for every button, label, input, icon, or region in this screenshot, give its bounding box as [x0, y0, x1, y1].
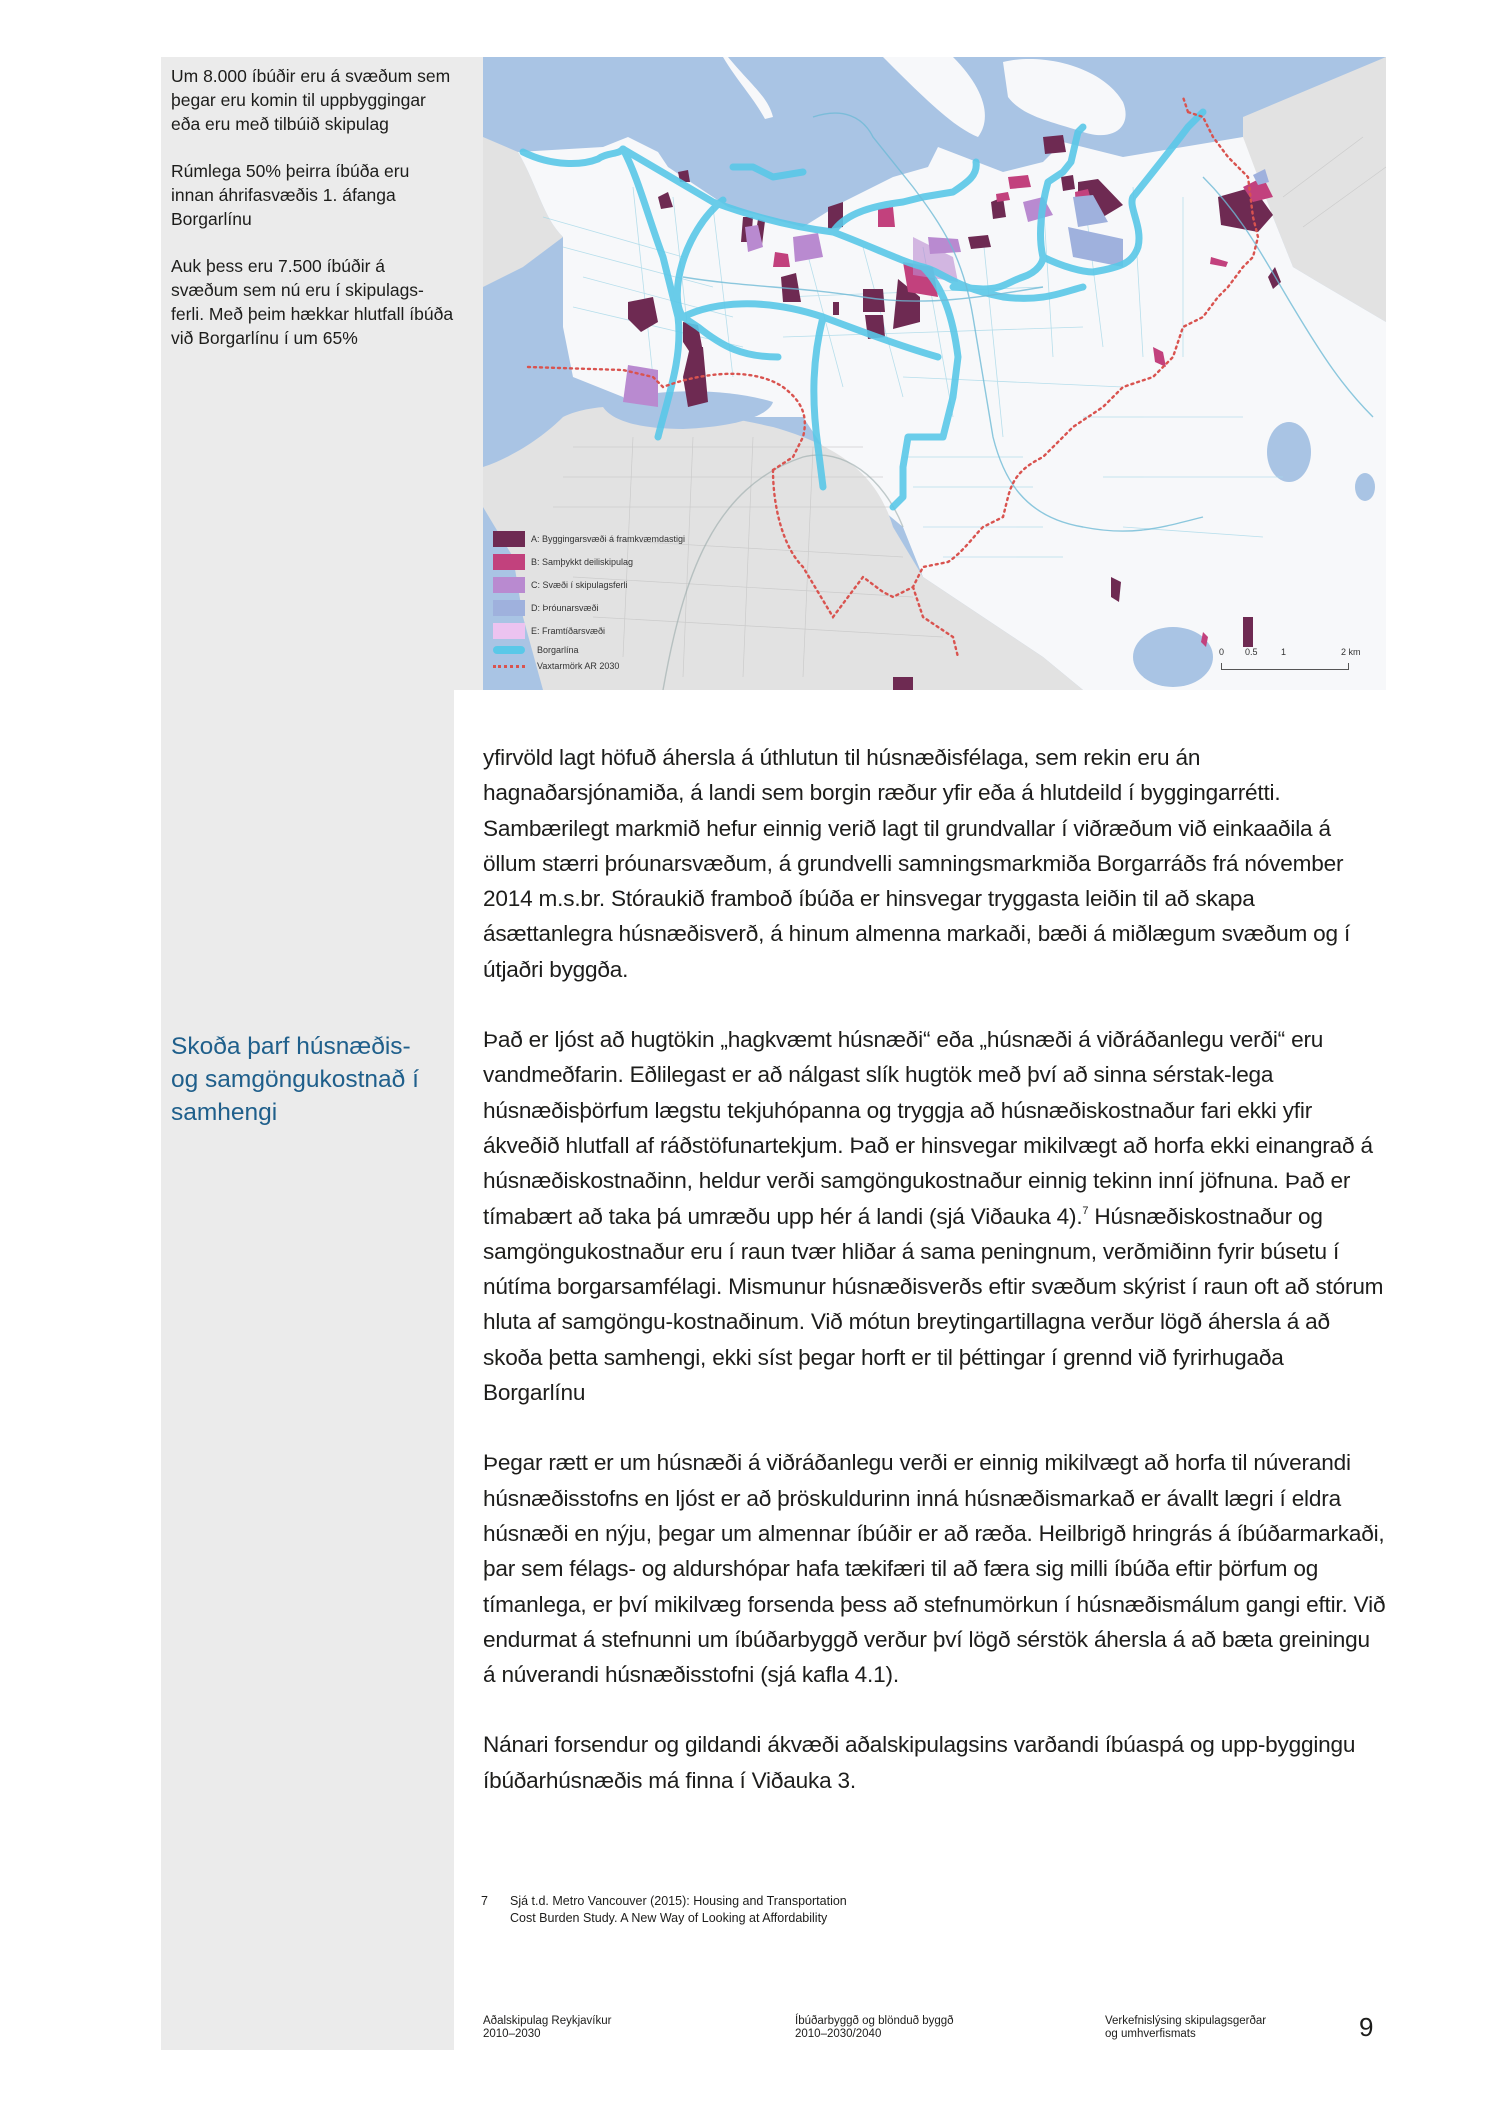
map-legend — [493, 527, 685, 674]
footnote-number: 7 — [481, 1894, 488, 1908]
footnote-reference[interactable]: 7 — [1082, 1204, 1089, 1217]
footnote-line: Cost Burden Study. A New Way of Looking at Affordability — [510, 1911, 828, 1925]
legend-label: A: Byggingarsvæði á framkvæmdastigi — [531, 533, 686, 544]
legend-swatch — [493, 531, 525, 547]
paragraph-text: Það er ljóst að hugtökin „hagkvæmt húsnæði“ eða „húsnæði á viðráðanlegu verði“ eru vandmeðfarin. Eðlilegast er að nálgast slík hugtök með því að sinna sérstak-lega húsnæðisþörfum lægstu tekjuhópanna og tryggja að húsnæðiskostnaður fari ekki yfir ákveðið hlutfall af ráðstöfunartekjum. Það er hinsvegar mikilvægt að horfa ekki einangrað á húsnæðiskostnaðinn, heldur verði samgöngukostnaður einnig tekinn inní jöfnuna. Það er tímabært að taka þá umræðu upp hér á landi (sjá Viðauka 4). — [483, 1027, 1373, 1229]
footnote — [481, 1893, 1001, 1927]
legend-item-c — [493, 573, 685, 596]
legend-swatch — [493, 577, 525, 593]
page-footer — [483, 2012, 1388, 2055]
scale-label: 0.5 — [1245, 647, 1258, 657]
page-number: 9 — [1359, 2012, 1374, 2042]
legend-label: Vaxtarmörk AR 2030 — [537, 661, 620, 671]
paragraph-text: Húsnæðiskostnaður og samgöngukostnaður eru í raun tvær hliðar á sama peningnum, verðmiðinn fyrir búsetu í nútíma borgarsamfélagi. Mismunur húsnæðisverðs eftir svæðum skýrist í raun oft að stórum hluta af samgöngu-kostnaðinum. Við mótun breytingartillagna verður lögð áhersla á að skoða þetta samhengi, ekki síst þegar horft er til þéttingar í grennd við fyrirhugaða Borgarlínu — [483, 1203, 1384, 1406]
sidebar-heading: Skoða þarf húsnæðis- og samgöngukostnað í samhengi — [171, 1033, 419, 1126]
footer-line: Verkefnislýsing skipulagsgerðar — [1105, 2015, 1267, 2027]
legend-label: E: Framtíðarsvæði — [531, 625, 606, 636]
legend-label: B: Samþykkt deiliskipulag — [531, 556, 634, 567]
borgarlina-line-icon — [493, 646, 525, 654]
scale-label: 2 km — [1341, 647, 1361, 657]
paragraph — [483, 1022, 1388, 1410]
paragraph: Þegar rætt er um húsnæði á viðráðanlegu verði er einnig mikilvægt að horfa til núverandi húsnæðisstofns en ljóst er að þröskuldurinn inná húsnæðismarkað er ávallt lægri í eldra húsnæði en nýju, þegar um almennar íbúðir er að ræða. Heilbrigð hringrás á íbúðarmarkaði, þar sem félags- og aldurshópar hafa tækifæri til að færa sig milli íbúða eftir þörfum og tímanlega, er því mikilvæg forsenda þess að stefnumörkun í húsnæðismálum gangi eftir. Við endurmat á stefnunni um íbúðarbyggð verður því lögð sérstök áhersla á að bæta greiningu á núverandi húsnæðisstofni (sjá kafla 4.1). — [483, 1450, 1386, 1688]
footer-subtitle — [1105, 2015, 1266, 2041]
map-figure — [483, 57, 1386, 690]
footer-line: og umhverfismats — [1105, 2028, 1196, 2040]
legend-swatch — [493, 600, 525, 616]
legend-label: D: Þróunarsvæði — [531, 602, 599, 613]
map-scale-bar — [1219, 647, 1379, 677]
footer-document-title — [483, 2015, 611, 2041]
legend-item-e — [493, 619, 685, 642]
boundary-dash-icon — [493, 665, 525, 668]
footer-line: Aðalskipulag Reykjavíkur — [483, 2015, 612, 2027]
footnote-line: Sjá t.d. Metro Vancouver (2015): Housing and Transportation — [510, 1894, 847, 1908]
footer-line: 2010–2030/2040 — [795, 2028, 882, 2040]
sidebar-note: Auk þess eru 7.500 íbúðir á svæðum sem nú eru í skipulags-ferli. Með þeim hækkar hlutfall íbúða við Borgarlínu í um 65% — [171, 256, 454, 348]
paragraph: Nánari forsendur og gildandi ákvæði aðalskipulagsins varðandi íbúaspá og upp-byggingu íbúðarhúsnæðis má finna í Viðauka 3. — [483, 1732, 1356, 1793]
scale-bar-line — [1221, 663, 1349, 670]
scale-label: 0 — [1219, 647, 1225, 657]
paragraph: yfirvöld lagt höfuð áhersla á úthlutun til húsnæðisfélaga, sem rekin eru án hagnaðarsjónamiða, á landi sem borgin ræður yfir eða á hlutdeild í byggingarrétti. Sambærilegt markmið hefur einnig verið lagt til grundvallar í viðræðum við einkaaðila á öllum stærri þróunarsvæðum, á grundvelli samningsmarkmiða Borgarráðs frá nóvember 2014 m.s.br. Stóraukið framboð íbúða er hinsvegar tryggasta leiðin til að skapa ásættanlegra húsnæðisverð, á hinum almenna markaði, bæði á miðlægum svæðum og í útjaðri byggða. — [483, 745, 1351, 982]
legend-item-d — [493, 596, 685, 619]
legend-swatch — [493, 623, 525, 639]
legend-item-borgarlina — [493, 642, 685, 658]
sidebar-note: Um 8.000 íbúðir eru á svæðum sem þegar eru komin til uppbyggingar eða eru með tilbúið skipulag — [171, 66, 451, 134]
sidebar-notes — [171, 64, 456, 373]
sidebar-background-extension — [454, 57, 484, 690]
footer-line: Íbúðarbyggð og blönduð byggð — [795, 2015, 954, 2027]
main-body-text — [483, 740, 1388, 1833]
sidebar-note: Rúmlega 50% þeirra íbúða eru innan áhrifasvæðis 1. áfanga Borgarlínu — [171, 161, 410, 229]
legend-label: Borgarlína — [537, 645, 579, 655]
legend-swatch — [493, 554, 525, 570]
legend-item-a — [493, 527, 685, 550]
footnote-text — [510, 1893, 847, 1927]
legend-item-boundary — [493, 658, 685, 674]
footer-section-title — [795, 2015, 954, 2041]
legend-item-b — [493, 550, 685, 573]
footer-line: 2010–2030 — [483, 2028, 541, 2040]
legend-label: C: Svæði í skipulagsferli — [531, 579, 628, 590]
scale-label: 1 — [1281, 647, 1287, 657]
